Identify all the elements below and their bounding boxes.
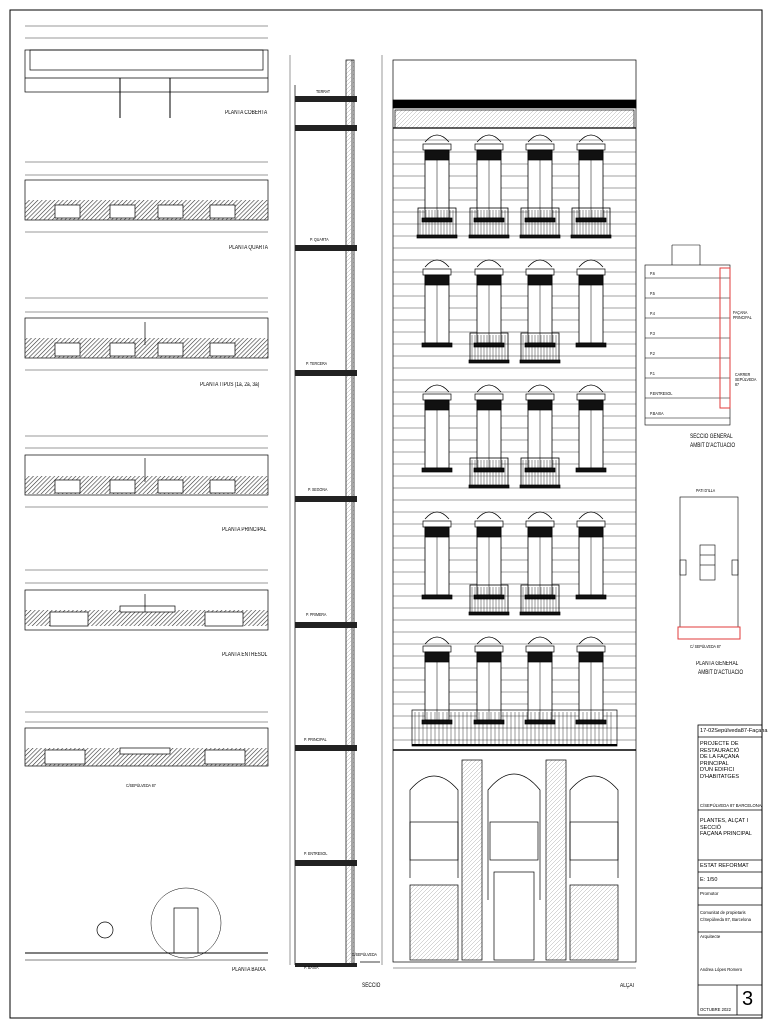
general-section-facade: FAÇANA PRINCIPAL xyxy=(733,310,752,320)
sheet-frame xyxy=(10,10,762,1018)
title-architect-name: Andrea Lópes Romero xyxy=(700,967,743,972)
facade-window xyxy=(520,135,560,238)
facade-window xyxy=(469,260,509,363)
general-section-level-label: P.4 xyxy=(650,311,655,316)
facade-window xyxy=(422,260,452,347)
facade-window xyxy=(417,135,457,238)
facade-window xyxy=(474,637,504,724)
general-plan-caption-2: ÀMBIT D'ACTUACIÓ xyxy=(698,670,744,676)
general-section-level-label: P.6 xyxy=(650,271,655,276)
plan-coberta-title: PLANTA COBERTA xyxy=(225,110,268,116)
general-plan-diagram xyxy=(678,497,740,639)
title-promoter-label: Promotor xyxy=(700,891,719,896)
facade-window xyxy=(422,512,452,599)
section-baixa: P. BAIXA xyxy=(304,965,319,970)
general-section-level-label: P.BAIXA xyxy=(650,411,664,416)
plan-quarta-title: PLANTA QUARTA xyxy=(229,245,268,251)
general-plan-street: C/ SEPÚLVEDA 87 xyxy=(690,644,721,649)
plan-baixa-upper xyxy=(25,712,268,766)
plan-coberta xyxy=(25,26,268,118)
facade-windows xyxy=(417,135,611,724)
section-terrat: TERRAT xyxy=(316,89,331,94)
facade-window xyxy=(576,385,606,472)
facade-window xyxy=(422,385,452,472)
section-title: SECCIÓ xyxy=(362,983,381,989)
building-section xyxy=(290,55,382,967)
general-section-level-label: P.5 xyxy=(650,291,655,296)
general-section-caption-1: SECCIÓ GENERAL xyxy=(690,434,733,440)
general-section-level-label: P.2 xyxy=(650,351,655,356)
elevation-title: ALÇAT xyxy=(620,983,636,989)
facade-window xyxy=(469,385,509,488)
section-primera: P. PRIMERA xyxy=(306,612,327,617)
title-state: ESTAT REFORMAT xyxy=(700,863,749,869)
general-plan-courtyard: PATI D'ILLA xyxy=(696,488,716,493)
general-section-level-label: P.3 xyxy=(650,331,655,336)
title-project-code: 17-02Sepúlveda87-Façana xyxy=(700,728,768,734)
facade-window xyxy=(576,637,606,724)
section-entresol: P. ENTRESOL xyxy=(304,851,328,856)
general-section-diagram xyxy=(645,245,730,425)
plan-baixa-title: PLANTA BAIXA xyxy=(232,967,266,973)
facade-window xyxy=(520,260,560,363)
facade-window xyxy=(469,135,509,238)
general-section-street: CARRER SEPÚLVEDA 87 xyxy=(735,372,757,387)
plan-principal xyxy=(25,436,268,507)
plan-entresol-title: PLANTA ENTRESOL xyxy=(222,652,268,658)
title-sheet-title: PLANTES, ALÇAT I SECCIÓ FAÇANA PRINCIPAL xyxy=(700,818,752,837)
title-sheet-number: 3 xyxy=(742,988,754,1010)
general-section-level-label: P.1 xyxy=(650,371,655,376)
plan-tipus xyxy=(25,298,268,370)
floor-plans xyxy=(25,26,268,960)
section-segona: P. SEGONA xyxy=(308,487,328,492)
title-address: C/SEPÚLVEDA 87 BARCELONA xyxy=(700,803,762,808)
title-architect-label: Arquitecte xyxy=(700,934,721,939)
general-section-caption-2: ÀMBIT D'ACTUACIÓ xyxy=(690,443,736,449)
title-date: OCTUBRE 2022 xyxy=(700,1007,731,1012)
plan-street-note: C/SEPÚLVEDA 87 xyxy=(126,783,156,788)
title-client: Comunitat de propietaris C/Sepúlveda 87, Barcelona xyxy=(700,910,751,922)
facade-window xyxy=(520,512,560,615)
section-tercera: P. TERCERA xyxy=(306,361,328,366)
plan-entresol xyxy=(25,570,268,630)
general-plan-caption-1: PLANTA GENERAL xyxy=(696,661,739,667)
section-principal: P. PRINCIPAL xyxy=(304,737,327,742)
facade-window xyxy=(422,637,452,724)
facade-window xyxy=(576,260,606,347)
plan-quarta xyxy=(25,162,268,232)
title-scale: E: 1/50 xyxy=(700,877,718,883)
facade-window xyxy=(525,637,555,724)
facade-window xyxy=(571,135,611,238)
facade-window xyxy=(520,385,560,488)
facade-window xyxy=(469,512,509,615)
facade-elevation xyxy=(393,60,636,968)
facade-window xyxy=(576,512,606,599)
plan-principal-title: PLANTA PRINCIPAL xyxy=(222,527,267,533)
section-street: C/SEPÚLVEDA xyxy=(352,952,377,957)
plan-baixa-detail xyxy=(25,888,268,960)
general-section-level-label: P.ENTRESOL xyxy=(650,391,673,396)
plan-tipus-title: PLANTA TIPUS (1a, 2a, 3a) xyxy=(200,382,260,388)
title-project-description: PROJECTE DE RESTAURACIÓ DE LA FAÇANA PRINCIPAL D'UN EDIFICI D'HABITATGES xyxy=(700,741,740,780)
section-quarta: P. QUARTA xyxy=(310,237,329,242)
ground-floor xyxy=(393,750,636,960)
